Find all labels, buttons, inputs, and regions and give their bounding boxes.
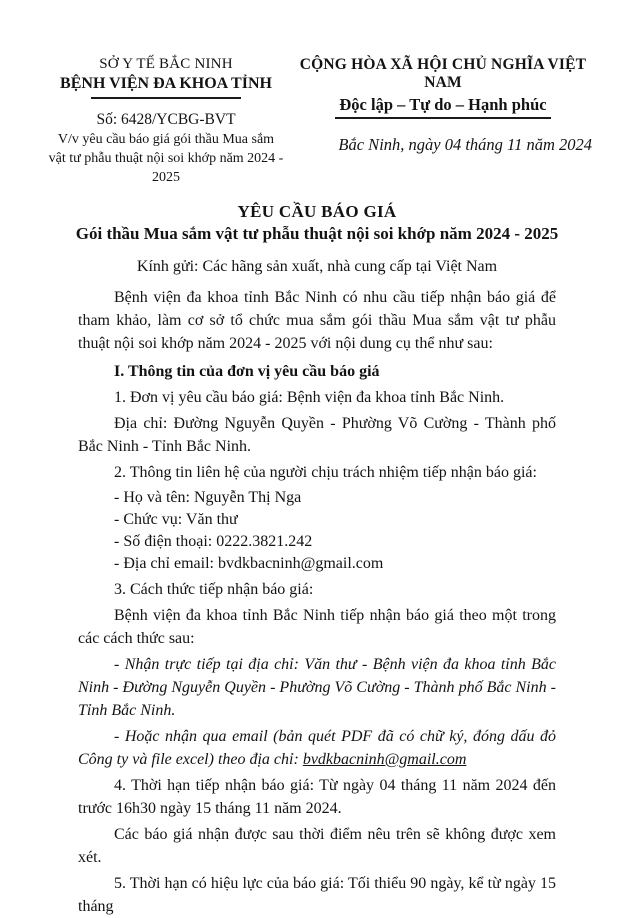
org-underline-rule: [91, 97, 241, 99]
contact-email-line: - Địa chỉ email: bvdkbacninh@gmail.com: [114, 554, 384, 572]
document-subject: V/v yêu cầu báo giá gói thầu Mua sắm vật tư phẫu thuật nội soi khớp năm 2024 - 2025: [48, 132, 284, 185]
salutation-line: Kính gửi: Các hãng sản xuất, nhà cung cấp tại Việt Nam: [136, 257, 498, 275]
contact-title-line: - Chức vụ: Văn thư: [114, 510, 238, 528]
document-title-block: [40, 202, 594, 244]
item2-contact-info: 2. Thông tin liên hệ của người chịu trách nhiệm tiếp nhận báo giá:: [114, 463, 537, 481]
email-link[interactable]: bvdkbacninh@gmail.com: [302, 750, 467, 768]
org-name: BỆNH VIỆN ĐA KHOA TỈNH: [60, 75, 272, 92]
national-title: CỘNG HÒA XÃ HỘI CHỦ NGHĨA VIỆT NAM: [299, 56, 587, 91]
address-paragraph: Địa chỉ: Đường Nguyễn Quyền - Phường Võ Cường - Thành phố Bắc Ninh - Tỉnh Bắc Ninh.: [78, 414, 556, 455]
section1-heading: I. Thông tin của đơn vị yêu cầu báo giá: [114, 362, 380, 380]
contact-name-line: - Họ và tên: Nguyễn Thị Nga: [114, 488, 302, 506]
item3-receiving-method: 3. Cách thức tiếp nhận báo giá:: [114, 580, 314, 598]
method-direct-paragraph: - Nhận trực tiếp tại địa chỉ: Văn thư - Bệnh viện đa khoa tỉnh Bắc Ninh - Đường Nguyễn Quyền - Phường Võ Cường - Thành phố Bắc Ninh - Tỉnh Bắc Ninh.: [78, 655, 556, 719]
item5-validity: 5. Thời hạn có hiệu lực của báo giá: Tối thiểu 90 ngày, kể từ ngày 15 tháng: [78, 874, 556, 915]
item1-requesting-unit: 1. Đơn vị yêu cầu báo giá: Bệnh viện đa khoa tỉnh Bắc Ninh.: [114, 388, 505, 406]
document-header: [40, 56, 594, 188]
method-email-text: - Hoặc nhận qua email (bản quét PDF đã có chữ ký, đóng dấu đỏ Công ty và file excel) theo địa chỉ:: [78, 727, 556, 768]
national-header-block: [292, 56, 594, 155]
intro-paragraph: Bệnh viện đa khoa tỉnh Bắc Ninh có nhu cầu tiếp nhận báo giá để tham khảo, làm cơ sở tổ chức mua sắm gói thầu Mua sắm vật tư phẫu thuật nội soi khớp năm 2024 - 2025 với nội dung cụ thể như sau:: [78, 288, 556, 352]
document-subtitle: Gói thầu Mua sắm vật tư phẫu thuật nội soi khớp năm 2024 - 2025: [75, 223, 559, 243]
method-email-paragraph: [78, 725, 556, 771]
late-quote-note: Các báo giá nhận được sau thời điểm nêu trên sẽ không được xem xét.: [78, 825, 556, 866]
method-intro-paragraph: Bệnh viện đa khoa tỉnh Bắc Ninh tiếp nhận báo giá theo một trong các cách thức sau:: [78, 606, 556, 647]
document-title: YÊU CẦU BÁO GIÁ: [237, 201, 397, 221]
item4-deadline: 4. Thời hạn tiếp nhận báo giá: Từ ngày 04 tháng 11 năm 2024 đến trước 16h30 ngày 15 tháng 11 năm 2024.: [78, 776, 556, 817]
national-motto: Độc lập – Tự do – Hạnh phúc: [335, 94, 550, 119]
document-number: Số: 6428/YCBG-BVT: [96, 111, 236, 128]
place-and-date: Bắc Ninh, ngày 04 tháng 11 năm 2024: [338, 135, 592, 154]
document-body: [78, 286, 556, 918]
parent-org-name: SỞ Y TẾ BẮC NINH: [99, 56, 233, 72]
contact-phone-line: - Số điện thoại: 0222.3821.242: [114, 532, 313, 550]
issuing-org-block: [40, 56, 292, 188]
